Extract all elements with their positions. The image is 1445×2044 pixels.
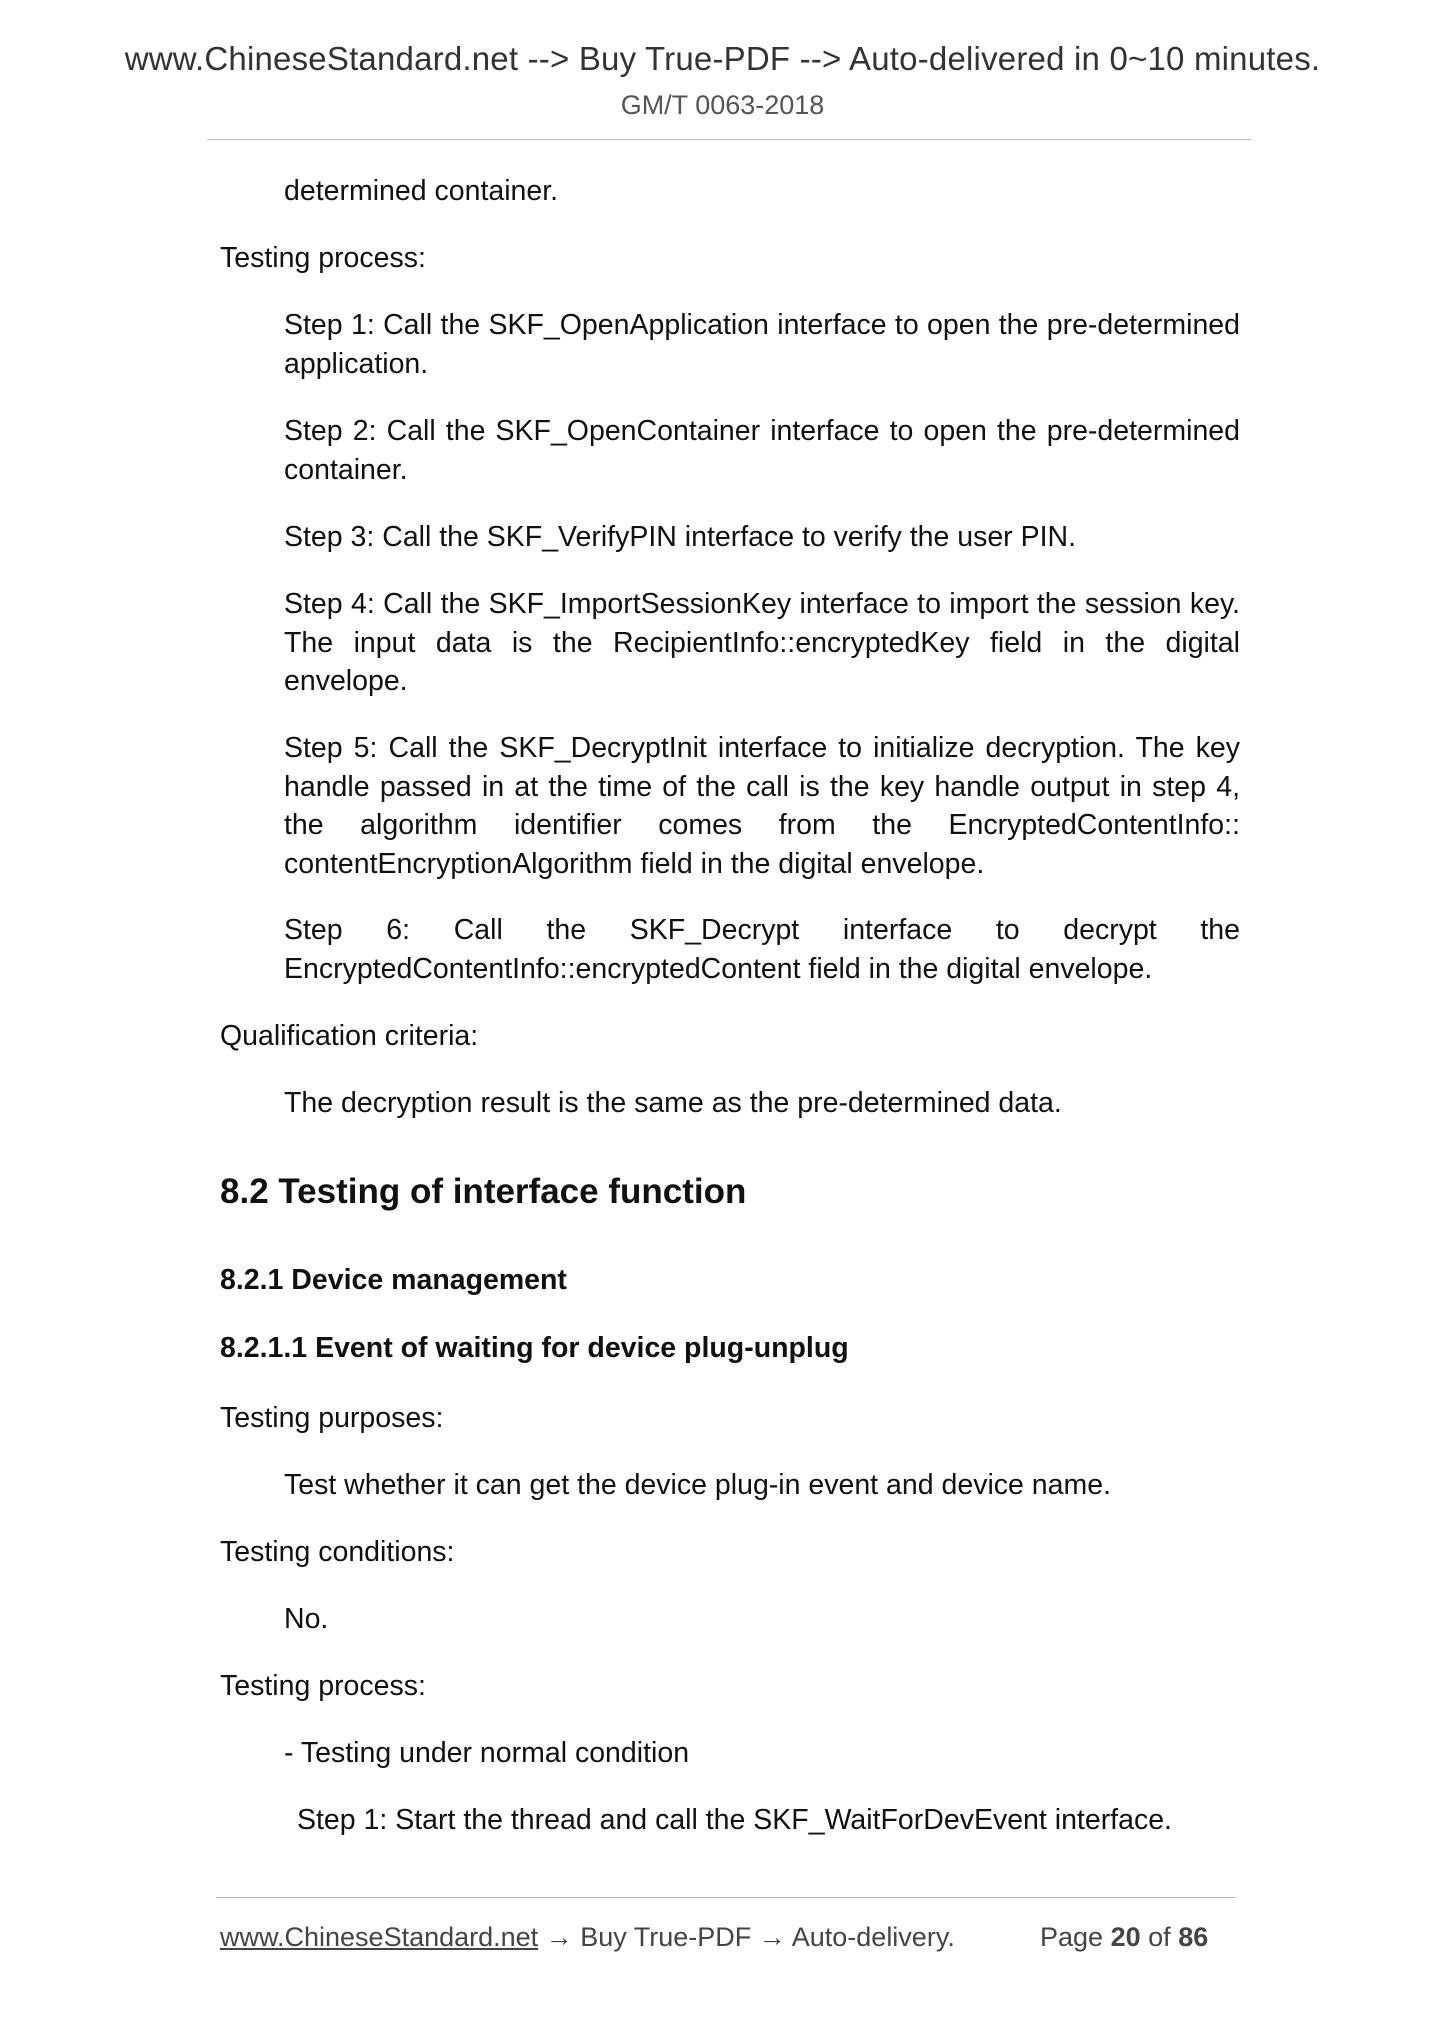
step-2: Step 2: Call the SKF_OpenContainer interface to open the pre-determined container.	[284, 415, 1240, 486]
qualification-text: The decryption result is the same as the pre-determined data.	[284, 1087, 1062, 1119]
step-4: Step 4: Call the SKF_ImportSessionKey interface to import the session key. The input data is the RecipientInfo::encryptedKey field in the digital envelope.	[284, 588, 1240, 697]
normal-condition: - Testing under normal condition	[284, 1737, 690, 1769]
purposes-text: Test whether it can get the device plug-in event and device name.	[284, 1469, 1112, 1501]
of-word: of	[1148, 1922, 1171, 1952]
step-5: Step 5: Call the SKF_DecryptInit interface to initialize decryption. The key handle passed in at the time of the call is the key handle output in step 4, the algorithm identifier comes from the EncryptedContentInfo:: contentEncryptionAlgorithm field in the digital envelope.	[284, 732, 1240, 880]
page-counter	[1040, 1922, 1208, 1953]
label-testing-purposes: Testing purposes:	[220, 1402, 444, 1434]
footer-link[interactable]: www.ChineseStandard.net	[220, 1922, 539, 1952]
label-testing-process: Testing process:	[220, 242, 426, 274]
page-word: Page	[1040, 1922, 1104, 1952]
step-1: Step 1: Call the SKF_OpenApplication interface to open the pre-determined application.	[284, 309, 1240, 380]
footer-rest: → Buy True-PDF → Auto-delivery.	[538, 1922, 955, 1952]
label-testing-conditions: Testing conditions:	[220, 1536, 455, 1568]
step-1-normal: Step 1: Start the thread and call the SKF_WaitForDevEvent interface.	[297, 1804, 1172, 1836]
step-6: Step 6: Call the SKF_Decrypt interface to decrypt the EncryptedContentInfo::encryptedContent field in the digital envelope.	[284, 914, 1240, 985]
label-qualification-criteria: Qualification criteria:	[220, 1020, 479, 1052]
header-rule	[207, 139, 1251, 140]
footer-rule	[216, 1897, 1236, 1898]
conditions-text: No.	[284, 1603, 329, 1635]
heading-8-2: 8.2 Testing of interface function	[220, 1172, 747, 1211]
footer-text	[220, 1922, 955, 1953]
step-3: Step 3: Call the SKF_VerifyPIN interface to verify the user PIN.	[284, 521, 1077, 553]
paragraph-container-tail: determined container.	[284, 175, 559, 207]
heading-8-2-1: 8.2.1 Device management	[220, 1264, 567, 1296]
standard-code: GM/T 0063-2018	[620, 90, 825, 120]
page-number: 20	[1110, 1922, 1141, 1952]
header-banner: www.ChineseStandard.net --> Buy True-PDF --> Auto-delivered in 0~10 minutes.	[124, 40, 1321, 77]
heading-8-2-1-1: 8.2.1.1 Event of waiting for device plug-unplug	[220, 1332, 849, 1364]
label-testing-process-2: Testing process:	[220, 1670, 426, 1702]
total-pages: 86	[1178, 1922, 1209, 1952]
